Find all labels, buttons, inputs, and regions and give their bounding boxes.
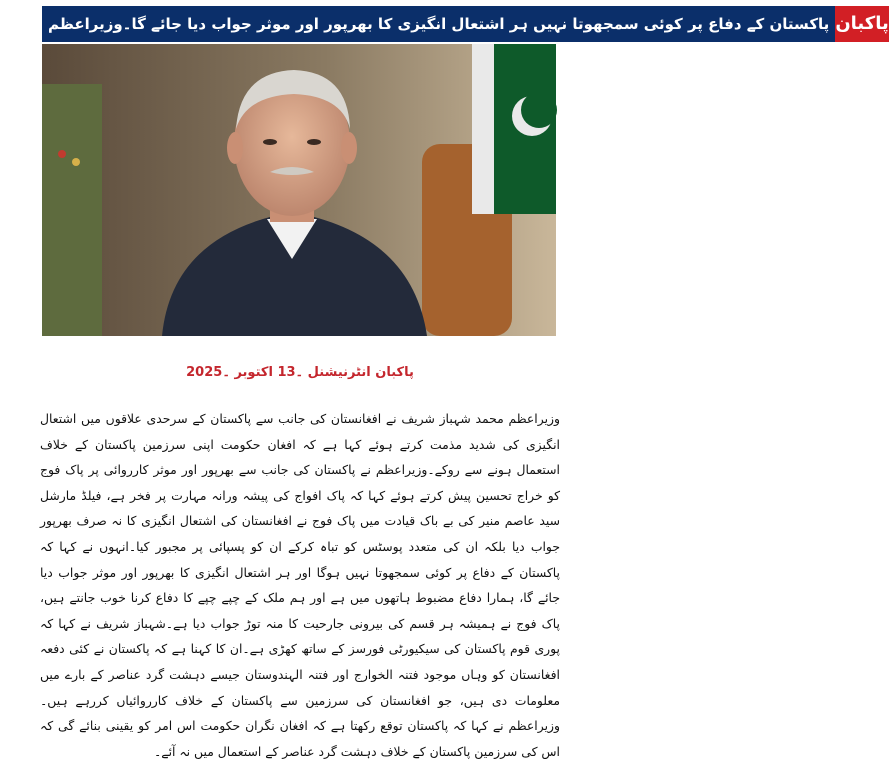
portrait-illustration	[42, 44, 556, 336]
news-photo	[42, 44, 556, 336]
brand-logo: پاکبان	[835, 6, 888, 42]
byline-dateline: پاکبان انٹرنیشنل ۔13 اکتوبر ۔2025	[186, 365, 414, 380]
uniform-figure	[42, 84, 102, 336]
headline-text: پاکستان کے دفاع پر کوئی سمجھوتا نہیں ہر اشتعال انگیزی کا بھرپور اور موثر جواب دیا جائے گا۔وزیراعظم	[42, 6, 835, 42]
article-body: وزیراعظم محمد شہباز شریف نے افغانستان کی جانب سے پاکستان کے سرحدی علاقوں میں اشتعال انگیزی کی شدید مذمت کرتے ہوئے کہا ہے کہ افغان حکومت اپنی سرزمین پاکستان کے خلاف استعمال ہونے سے روکے۔وزیراعظم نے پاکستان کی جانب سے بھرپور اور موثر کارروائی پر پاک فوج کو خراج تحسین پیش کرتے ہوئے کہا کہ پاک افواج کی پیشہ ورانہ مہارت پر فخر ہے، فیلڈ مارشل سید عاصم منیر کی بے باک قیادت میں پاک فوج نے افغانستان کی اشتعال انگیزی کا نہ صرف بھرپور جواب دیا بلکہ ان کی متعدد پوسٹس کو تباہ کرکے ان کو پسپائی پر مجبور کیا۔انہوں نے کہا کہ پاکستان کے دفاع پر کوئی سمجھوتا نہیں ہوگا اور ہر اشتعال انگیزی کا بھرپور اور موثر جواب دیا جائے گا، ہمارا دفاع مضبوط ہاتھوں میں ہے اور ہم ملک کے چپے چپے کا دفاع کرنا خوب جانتے ہیں، پاک فوج نے ہمیشہ ہر قسم کی بیرونی جارحیت کا منہ توڑ جواب دیا ہے۔شہباز شریف نے کہا کہ پوری قوم پاکستان کی سیکیورٹی فورسز کے ساتھ کھڑی ہے۔ان کا کہنا ہے کہ پاکستان نے کئی دفعہ افغانستان کو وہاں موجود فتنہ الخوارج اور فتنہ الہندوستان جیسے دہشت گرد عناصر کے بارے میں معلومات دی ہیں، جو افغانستان کی سرزمین سے پاکستان کے خلاف کارروائیاں کررہے ہیں۔وزیراعظم نے کہا کہ پاکستان توقع رکھتا ہے کہ افغان نگران حکومت اس امر کو یقینی بنائے گی کہ اس کی سرزمین پاکستان کے خلاف دہشت گرد عناصر کے استعمال میں نہ آئے۔	[40, 411, 560, 759]
headline-banner	[42, 6, 889, 42]
